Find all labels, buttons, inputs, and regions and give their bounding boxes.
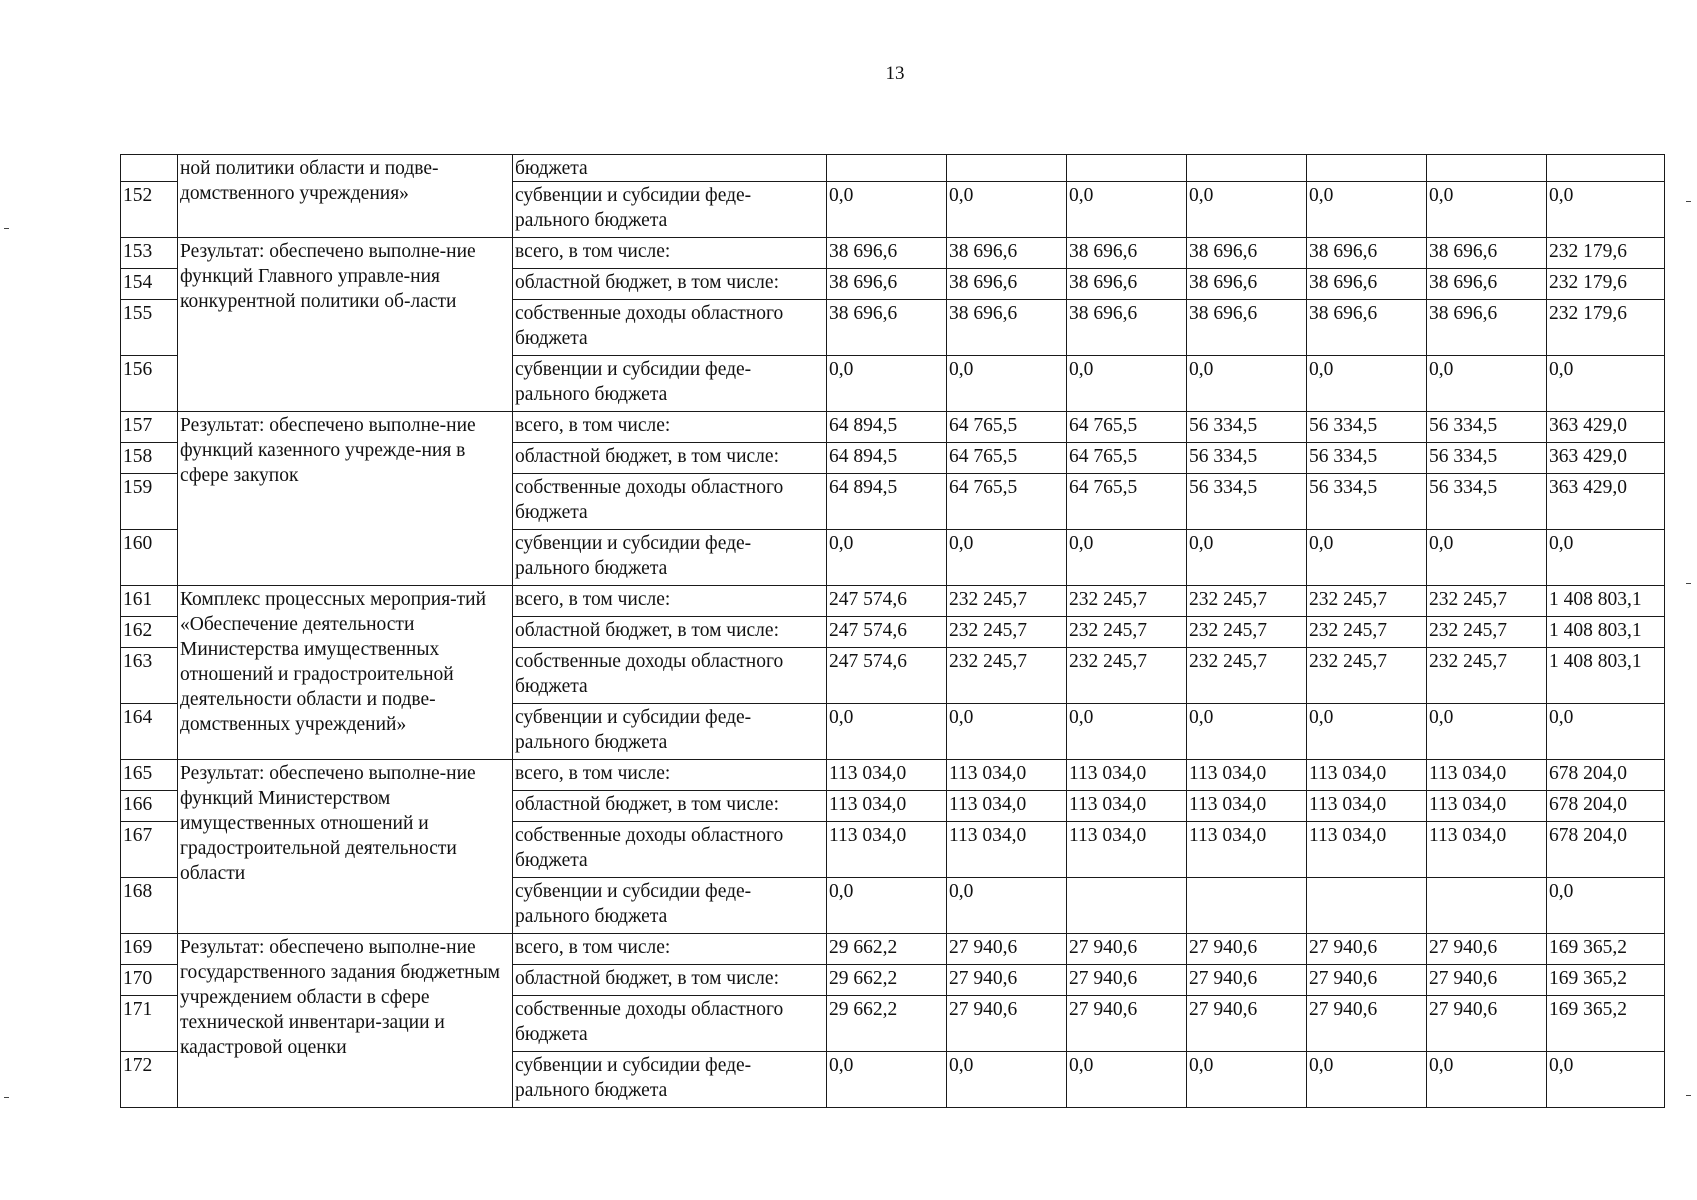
total-value-cell: 169 365,2 <box>1547 965 1665 996</box>
total-value-cell: 169 365,2 <box>1547 934 1665 965</box>
year-value-cell: 113 034,0 <box>827 760 947 791</box>
year-value-cell: 64 765,5 <box>1067 443 1187 474</box>
year-value-cell: 113 034,0 <box>1187 822 1307 878</box>
table-row <box>121 934 1665 965</box>
total-value-cell: 0,0 <box>1547 878 1665 934</box>
total-value-cell: 678 204,0 <box>1547 791 1665 822</box>
year-value-cell: 64 894,5 <box>827 474 947 530</box>
funding-source: бюджета <box>513 155 827 182</box>
page-number: 13 <box>885 63 905 84</box>
total-value-cell: 232 179,6 <box>1547 269 1665 300</box>
year-value-cell: 0,0 <box>1067 530 1187 586</box>
total-value-cell: 0,0 <box>1547 356 1665 412</box>
year-value-cell: 0,0 <box>827 704 947 760</box>
year-value-cell: 38 696,6 <box>827 300 947 356</box>
measure-description: ной политики области и подве-домственного учреждения» <box>178 155 513 238</box>
year-value-cell: 0,0 <box>1067 356 1187 412</box>
row-number: 160 <box>121 530 178 586</box>
total-value-cell: 363 429,0 <box>1547 412 1665 443</box>
year-value-cell: 0,0 <box>947 878 1067 934</box>
table-row <box>121 238 1665 269</box>
row-number: 165 <box>121 760 178 791</box>
total-value-cell: 1 408 803,1 <box>1547 617 1665 648</box>
year-value-cell: 0,0 <box>1427 530 1547 586</box>
year-value-cell: 232 245,7 <box>1067 586 1187 617</box>
year-value-cell: 56 334,5 <box>1187 412 1307 443</box>
year-value-cell: 38 696,6 <box>1187 269 1307 300</box>
year-value-cell: 38 696,6 <box>827 238 947 269</box>
year-value-cell: 0,0 <box>947 356 1067 412</box>
year-value-cell: 113 034,0 <box>1187 791 1307 822</box>
year-value-cell: 247 574,6 <box>827 648 947 704</box>
row-number: 156 <box>121 356 178 412</box>
year-value-cell: 64 894,5 <box>827 443 947 474</box>
row-number: 171 <box>121 996 178 1052</box>
year-value-cell: 0,0 <box>1067 182 1187 238</box>
total-value-cell <box>1547 155 1665 182</box>
funding-source: всего, в том числе: <box>513 934 827 965</box>
year-value-cell: 0,0 <box>1187 1052 1307 1108</box>
year-value-cell: 232 245,7 <box>1307 617 1427 648</box>
year-value-cell: 113 034,0 <box>1187 760 1307 791</box>
year-value-cell: 27 940,6 <box>1067 934 1187 965</box>
table-body <box>121 155 1665 1108</box>
year-value-cell: 0,0 <box>1187 704 1307 760</box>
funding-source: субвенции и субсидии феде-рального бюджета <box>513 878 827 934</box>
year-value-cell: 113 034,0 <box>1427 791 1547 822</box>
year-value-cell: 56 334,5 <box>1187 474 1307 530</box>
year-value-cell: 38 696,6 <box>1067 238 1187 269</box>
year-value-cell: 232 245,7 <box>1427 586 1547 617</box>
row-number: 170 <box>121 965 178 996</box>
year-value-cell: 0,0 <box>1307 1052 1427 1108</box>
year-value-cell: 56 334,5 <box>1427 474 1547 530</box>
year-value-cell: 113 034,0 <box>827 791 947 822</box>
year-value-cell: 0,0 <box>1427 182 1547 238</box>
year-value-cell: 0,0 <box>827 182 947 238</box>
year-value-cell: 38 696,6 <box>1067 269 1187 300</box>
year-value-cell: 38 696,6 <box>1427 269 1547 300</box>
year-value-cell: 0,0 <box>947 704 1067 760</box>
year-value-cell: 56 334,5 <box>1307 412 1427 443</box>
year-value-cell: 0,0 <box>1307 530 1427 586</box>
year-value-cell: 0,0 <box>827 1052 947 1108</box>
row-number: 158 <box>121 443 178 474</box>
total-value-cell: 0,0 <box>1547 530 1665 586</box>
year-value-cell: 56 334,5 <box>1307 443 1427 474</box>
year-value-cell: 27 940,6 <box>947 934 1067 965</box>
year-value-cell: 64 765,5 <box>1067 474 1187 530</box>
year-value-cell <box>1067 155 1187 182</box>
budget-table <box>120 154 1665 1108</box>
table-row <box>121 760 1665 791</box>
year-value-cell: 0,0 <box>1427 704 1547 760</box>
row-number: 155 <box>121 300 178 356</box>
year-value-cell: 56 334,5 <box>1427 412 1547 443</box>
year-value-cell: 27 940,6 <box>1307 934 1427 965</box>
year-value-cell: 27 940,6 <box>1067 996 1187 1052</box>
funding-source: собственные доходы областного бюджета <box>513 648 827 704</box>
year-value-cell <box>1187 878 1307 934</box>
year-value-cell <box>1307 155 1427 182</box>
year-value-cell: 29 662,2 <box>827 996 947 1052</box>
year-value-cell: 0,0 <box>947 1052 1067 1108</box>
total-value-cell: 232 179,6 <box>1547 300 1665 356</box>
year-value-cell: 0,0 <box>1427 356 1547 412</box>
measure-description: Результат: обеспечено выполне-ние функций Главного управле-ния конкурентной политики об-ласти <box>178 238 513 412</box>
year-value-cell: 0,0 <box>1067 704 1187 760</box>
year-value-cell <box>947 155 1067 182</box>
funding-source: всего, в том числе: <box>513 760 827 791</box>
year-value-cell: 232 245,7 <box>947 617 1067 648</box>
scan-edge-mark <box>4 228 9 229</box>
year-value-cell: 38 696,6 <box>1307 269 1427 300</box>
funding-source: областной бюджет, в том числе: <box>513 965 827 996</box>
year-value-cell: 113 034,0 <box>1427 760 1547 791</box>
year-value-cell: 113 034,0 <box>827 822 947 878</box>
funding-source: собственные доходы областного бюджета <box>513 822 827 878</box>
year-value-cell: 0,0 <box>947 182 1067 238</box>
year-value-cell: 0,0 <box>1067 1052 1187 1108</box>
year-value-cell: 27 940,6 <box>1067 965 1187 996</box>
table-row <box>121 412 1665 443</box>
year-value-cell: 232 245,7 <box>1427 617 1547 648</box>
year-value-cell: 38 696,6 <box>1307 238 1427 269</box>
year-value-cell: 27 940,6 <box>1187 965 1307 996</box>
year-value-cell: 232 245,7 <box>1067 617 1187 648</box>
scan-edge-mark <box>4 1097 9 1098</box>
year-value-cell: 27 940,6 <box>1187 996 1307 1052</box>
row-number: 164 <box>121 704 178 760</box>
year-value-cell: 27 940,6 <box>1187 934 1307 965</box>
year-value-cell: 0,0 <box>1187 356 1307 412</box>
row-number: 152 <box>121 182 178 238</box>
year-value-cell: 0,0 <box>1307 704 1427 760</box>
table-row <box>121 155 1665 182</box>
row-number: 153 <box>121 238 178 269</box>
year-value-cell: 64 765,5 <box>947 474 1067 530</box>
year-value-cell: 27 940,6 <box>1427 996 1547 1052</box>
total-value-cell: 1 408 803,1 <box>1547 648 1665 704</box>
year-value-cell: 113 034,0 <box>1307 760 1427 791</box>
row-number: 154 <box>121 269 178 300</box>
year-value-cell: 38 696,6 <box>1427 238 1547 269</box>
year-value-cell: 38 696,6 <box>827 269 947 300</box>
year-value-cell <box>1067 878 1187 934</box>
year-value-cell: 232 245,7 <box>1187 617 1307 648</box>
year-value-cell: 38 696,6 <box>1427 300 1547 356</box>
funding-source: субвенции и субсидии феде-рального бюджета <box>513 356 827 412</box>
row-number: 162 <box>121 617 178 648</box>
year-value-cell <box>1307 878 1427 934</box>
year-value-cell: 232 245,7 <box>947 586 1067 617</box>
year-value-cell: 232 245,7 <box>947 648 1067 704</box>
year-value-cell: 56 334,5 <box>1427 443 1547 474</box>
row-number: 161 <box>121 586 178 617</box>
total-value-cell: 678 204,0 <box>1547 822 1665 878</box>
scan-edge-mark <box>1686 583 1691 584</box>
year-value-cell: 38 696,6 <box>1307 300 1427 356</box>
funding-source: субвенции и субсидии феде-рального бюджета <box>513 704 827 760</box>
year-value-cell: 29 662,2 <box>827 934 947 965</box>
year-value-cell: 0,0 <box>827 530 947 586</box>
year-value-cell: 0,0 <box>1187 182 1307 238</box>
year-value-cell: 232 245,7 <box>1307 586 1427 617</box>
year-value-cell: 27 940,6 <box>1307 996 1427 1052</box>
year-value-cell: 232 245,7 <box>1187 586 1307 617</box>
year-value-cell <box>1427 878 1547 934</box>
funding-source: субвенции и субсидии феде-рального бюджета <box>513 530 827 586</box>
year-value-cell: 38 696,6 <box>1187 238 1307 269</box>
year-value-cell: 113 034,0 <box>1427 822 1547 878</box>
row-number: 157 <box>121 412 178 443</box>
year-value-cell: 113 034,0 <box>1307 791 1427 822</box>
year-value-cell: 64 765,5 <box>947 443 1067 474</box>
year-value-cell: 232 245,7 <box>1187 648 1307 704</box>
total-value-cell: 169 365,2 <box>1547 996 1665 1052</box>
funding-source: областной бюджет, в том числе: <box>513 617 827 648</box>
year-value-cell: 38 696,6 <box>947 269 1067 300</box>
year-value-cell: 56 334,5 <box>1307 474 1427 530</box>
year-value-cell: 0,0 <box>1427 1052 1547 1108</box>
year-value-cell: 38 696,6 <box>1187 300 1307 356</box>
year-value-cell <box>1427 155 1547 182</box>
year-value-cell: 0,0 <box>827 878 947 934</box>
measure-description: Результат: обеспечено выполне-ние функций Министерством имущественных отношений и градостроительной деятельности области <box>178 760 513 934</box>
year-value-cell: 56 334,5 <box>1187 443 1307 474</box>
year-value-cell: 113 034,0 <box>947 760 1067 791</box>
row-number: 159 <box>121 474 178 530</box>
measure-description: Комплекс процессных мероприя-тий «Обеспечение деятельности Министерства имущественных отношений и градостроительной деятельности области и подве-домственных учреждений» <box>178 586 513 760</box>
year-value-cell: 0,0 <box>1307 182 1427 238</box>
year-value-cell: 38 696,6 <box>947 238 1067 269</box>
total-value-cell: 678 204,0 <box>1547 760 1665 791</box>
funding-source: субвенции и субсидии феде-рального бюджета <box>513 1052 827 1108</box>
row-number: 163 <box>121 648 178 704</box>
funding-source: всего, в том числе: <box>513 586 827 617</box>
year-value-cell <box>1187 155 1307 182</box>
funding-source: всего, в том числе: <box>513 238 827 269</box>
total-value-cell: 363 429,0 <box>1547 443 1665 474</box>
year-value-cell: 27 940,6 <box>1427 934 1547 965</box>
row-number: 168 <box>121 878 178 934</box>
year-value-cell: 0,0 <box>827 356 947 412</box>
year-value-cell: 232 245,7 <box>1067 648 1187 704</box>
funding-source: субвенции и субсидии феде-рального бюджета <box>513 182 827 238</box>
total-value-cell: 232 179,6 <box>1547 238 1665 269</box>
table-row <box>121 586 1665 617</box>
row-number: 169 <box>121 934 178 965</box>
year-value-cell: 27 940,6 <box>947 965 1067 996</box>
year-value-cell: 27 940,6 <box>947 996 1067 1052</box>
year-value-cell: 232 245,7 <box>1427 648 1547 704</box>
total-value-cell: 0,0 <box>1547 1052 1665 1108</box>
year-value-cell: 38 696,6 <box>947 300 1067 356</box>
year-value-cell: 0,0 <box>1187 530 1307 586</box>
funding-source: областной бюджет, в том числе: <box>513 269 827 300</box>
year-value-cell: 0,0 <box>947 530 1067 586</box>
funding-source: собственные доходы областного бюджета <box>513 474 827 530</box>
year-value-cell: 113 034,0 <box>947 822 1067 878</box>
row-number <box>121 155 178 182</box>
scan-edge-mark <box>1686 201 1691 202</box>
year-value-cell: 113 034,0 <box>947 791 1067 822</box>
year-value-cell <box>827 155 947 182</box>
measure-description: Результат: обеспечено выполне-ние функций казенного учрежде-ния в сфере закупок <box>178 412 513 586</box>
year-value-cell: 113 034,0 <box>1067 822 1187 878</box>
funding-source: всего, в том числе: <box>513 412 827 443</box>
row-number: 172 <box>121 1052 178 1108</box>
year-value-cell: 113 034,0 <box>1067 760 1187 791</box>
year-value-cell: 64 765,5 <box>947 412 1067 443</box>
total-value-cell: 0,0 <box>1547 704 1665 760</box>
year-value-cell: 64 765,5 <box>1067 412 1187 443</box>
year-value-cell: 27 940,6 <box>1307 965 1427 996</box>
year-value-cell: 113 034,0 <box>1307 822 1427 878</box>
year-value-cell: 232 245,7 <box>1307 648 1427 704</box>
total-value-cell: 1 408 803,1 <box>1547 586 1665 617</box>
row-number: 166 <box>121 791 178 822</box>
scan-edge-mark <box>1686 1095 1691 1096</box>
row-number: 167 <box>121 822 178 878</box>
year-value-cell: 113 034,0 <box>1067 791 1187 822</box>
funding-source: собственные доходы областного бюджета <box>513 996 827 1052</box>
funding-source: областной бюджет, в том числе: <box>513 443 827 474</box>
year-value-cell: 0,0 <box>1307 356 1427 412</box>
year-value-cell: 38 696,6 <box>1067 300 1187 356</box>
measure-description: Результат: обеспечено выполне-ние государственного задания бюджетным учреждением области в сфере технической инвентари-зации и кадастровой оценки <box>178 934 513 1108</box>
year-value-cell: 247 574,6 <box>827 617 947 648</box>
total-value-cell: 363 429,0 <box>1547 474 1665 530</box>
funding-source: собственные доходы областного бюджета <box>513 300 827 356</box>
year-value-cell: 29 662,2 <box>827 965 947 996</box>
funding-source: областной бюджет, в том числе: <box>513 791 827 822</box>
year-value-cell: 64 894,5 <box>827 412 947 443</box>
total-value-cell: 0,0 <box>1547 182 1665 238</box>
year-value-cell: 27 940,6 <box>1427 965 1547 996</box>
year-value-cell: 247 574,6 <box>827 586 947 617</box>
